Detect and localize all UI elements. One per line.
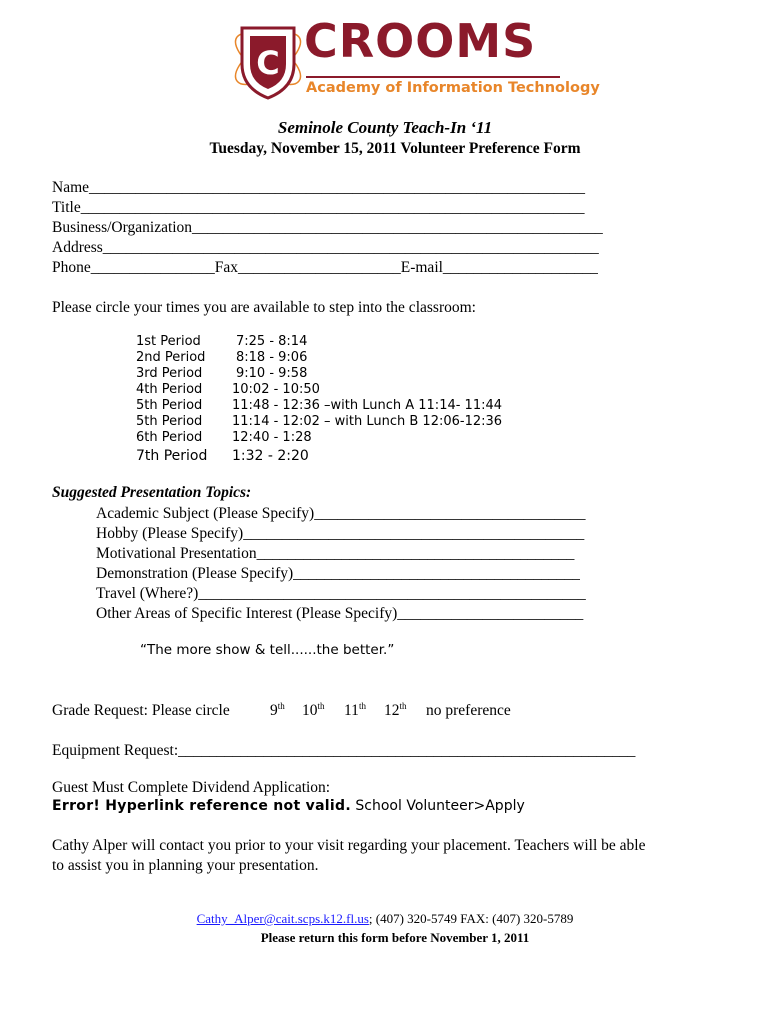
phone-fax-email-field[interactable]: Phone________________Fax_____________________E-mail____________________ xyxy=(52,259,598,276)
grade-option-11[interactable] xyxy=(344,701,366,721)
email-link[interactable]: Cathy_Alper@cait.scps.k12.fl.us xyxy=(196,911,369,926)
period-time[interactable]: 8:18 - 9:06 xyxy=(236,350,308,365)
grade-number: 9 xyxy=(270,702,278,719)
grade-option-9[interactable] xyxy=(270,701,285,721)
topic-other-field[interactable]: Other Areas of Specific Interest (Please Specify)________________________ xyxy=(96,605,584,622)
period-label: 3rd Period xyxy=(136,366,203,381)
grade-suffix: th xyxy=(277,700,285,711)
volunteer-path: School Volunteer>Apply xyxy=(350,798,525,814)
grade-suffix: th xyxy=(358,700,366,711)
topic-travel-field[interactable]: Travel (Where?)__________________________________________________ xyxy=(96,585,586,602)
period-time[interactable]: 1:32 - 2:20 xyxy=(232,448,309,464)
logo-rule xyxy=(306,76,560,78)
grade-number: 11 xyxy=(344,702,359,719)
address-field[interactable]: Address________________________________________________________________ xyxy=(52,239,599,256)
period-label: 5th Period xyxy=(136,414,203,429)
crooms-emblem-icon xyxy=(228,14,308,104)
period-time[interactable]: 10:02 - 10:50 xyxy=(232,382,320,397)
footer-phones: ; (407) 320-5749 FAX: (407) 320-5789 xyxy=(368,911,574,926)
quote: “The more show & tell......the better.” xyxy=(140,642,395,658)
closing-text-line2: to assist you in planning your presentation. xyxy=(52,857,319,874)
period-label: 4th Period xyxy=(136,382,203,397)
grade-number: 10 xyxy=(302,702,318,719)
topic-academic-field[interactable]: Academic Subject (Please Specify)___________________________________ xyxy=(96,505,586,522)
period-time[interactable]: 9:10 - 9:58 xyxy=(236,366,308,381)
emblem-letter: C xyxy=(256,44,280,82)
logo-tagline: Academy of Information Technology xyxy=(306,80,600,96)
return-note: Please return this form before November 1, 2011 xyxy=(260,930,530,945)
topics-heading: Suggested Presentation Topics: xyxy=(52,484,252,501)
logo xyxy=(228,14,600,104)
dividend-link-line xyxy=(52,797,525,815)
period-label: 7th Period xyxy=(136,448,208,464)
logo-wordmark: CROOMS xyxy=(304,14,537,68)
period-label: 5th Period xyxy=(136,398,203,413)
footer-contact xyxy=(0,911,770,927)
equipment-request-field[interactable]: Equipment Request:___________________________________________________________ xyxy=(52,742,636,759)
grade-suffix: th xyxy=(399,700,407,711)
topic-motivational-field[interactable]: Motivational Presentation_________________________________________ xyxy=(96,545,575,562)
grade-option-no-preference[interactable]: no preference xyxy=(426,702,511,719)
period-time[interactable]: 12:40 - 1:28 xyxy=(232,430,312,445)
form-subtitle: Tuesday, November 15, 2011 Volunteer Preference Form xyxy=(209,140,581,157)
period-label: 1st Period xyxy=(136,334,201,349)
dividend-heading: Guest Must Complete Dividend Application: xyxy=(52,779,331,796)
grade-suffix: th xyxy=(317,700,325,711)
periods-prompt: Please circle your times you are available to step into the classroom: xyxy=(52,299,476,316)
grade-option-10[interactable] xyxy=(302,701,325,721)
period-time[interactable]: 7:25 - 8:14 xyxy=(236,334,308,349)
period-time[interactable]: 11:48 - 12:36 –with Lunch A 11:14- 11:44 xyxy=(232,398,503,413)
business-field[interactable]: Business/Organization_____________________________________________________ xyxy=(52,219,603,236)
topic-hobby-field[interactable]: Hobby (Please Specify)____________________________________________ xyxy=(96,525,585,542)
grade-option-12[interactable] xyxy=(384,701,407,721)
hyperlink-error[interactable]: Error! Hyperlink reference not valid. xyxy=(52,798,351,814)
period-label: 6th Period xyxy=(136,430,203,445)
name-field[interactable]: Name________________________________________________________________ xyxy=(52,179,586,196)
title-field[interactable]: Title_________________________________________________________________ xyxy=(52,199,585,216)
topic-demonstration-field[interactable]: Demonstration (Please Specify)_____________________________________ xyxy=(96,565,580,582)
grade-number: 12 xyxy=(384,702,400,719)
closing-text-line1: Cathy Alper will contact you prior to your visit regarding your placement. Teachers will be able xyxy=(52,837,646,854)
period-time[interactable]: 11:14 - 12:02 – with Lunch B 12:06-12:36 xyxy=(232,414,503,429)
form-title: Seminole County Teach-In ‘11 xyxy=(277,118,493,137)
grade-request-label: Grade Request: Please circle xyxy=(52,702,230,719)
period-label: 2nd Period xyxy=(136,350,206,365)
